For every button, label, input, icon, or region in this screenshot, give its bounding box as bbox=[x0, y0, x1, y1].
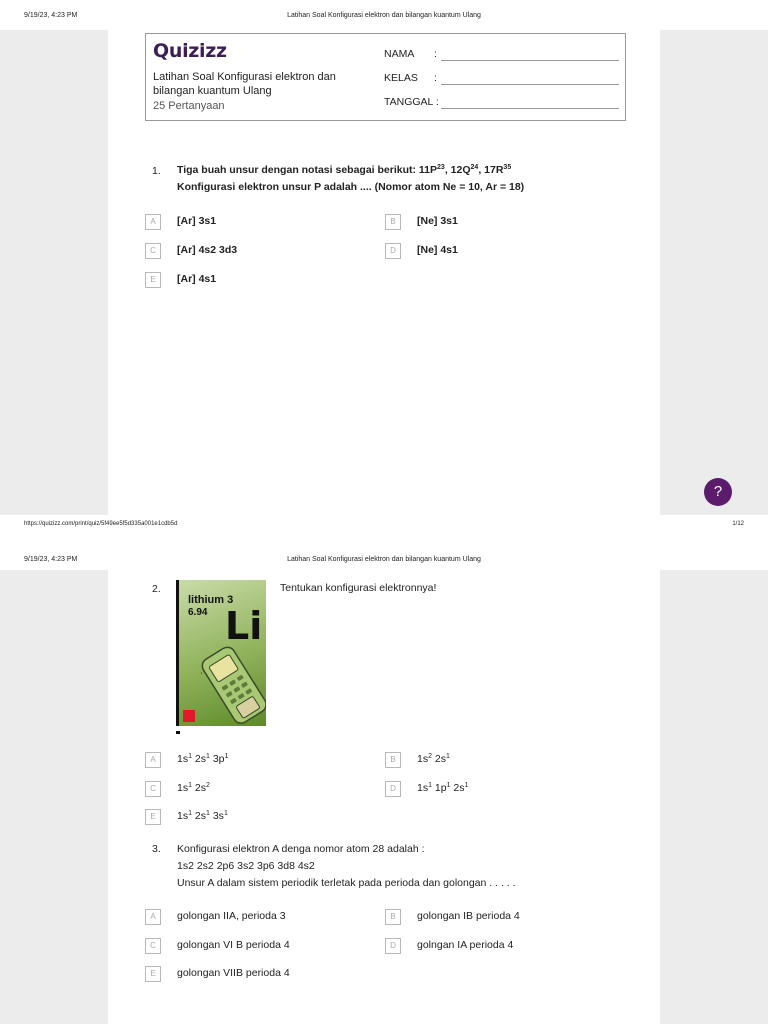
t: 2s bbox=[192, 810, 207, 822]
print-timestamp: 9/19/23, 4:23 PM bbox=[24, 12, 78, 19]
nama-label: NAMA bbox=[384, 48, 415, 60]
kelas-colon: : bbox=[434, 72, 437, 84]
question-3-line-1: Konfigurasi elektron A denga nomor atom 28 adalah : bbox=[177, 843, 425, 855]
s: 2 bbox=[206, 782, 210, 789]
option-text bbox=[417, 782, 468, 794]
option-text bbox=[177, 753, 228, 765]
print-title: Latihan Soal Konfigurasi elektron dan bilangan kuantum Ulang bbox=[287, 12, 481, 19]
nama-line bbox=[441, 60, 619, 61]
tanggal-field bbox=[384, 96, 439, 108]
s: 1 bbox=[188, 753, 192, 760]
tanggal-label: TANGGAL : bbox=[384, 96, 439, 108]
s: 1 bbox=[446, 782, 451, 789]
option-letter: E bbox=[145, 809, 161, 825]
option-letter: E bbox=[145, 966, 161, 982]
t: 2s bbox=[192, 753, 207, 765]
t: 1s bbox=[177, 782, 189, 794]
nama-colon: : bbox=[434, 48, 437, 60]
nama-field bbox=[384, 48, 437, 60]
s: 1 bbox=[428, 782, 432, 789]
t: 1s bbox=[177, 810, 189, 822]
question-1-number: 1. bbox=[152, 165, 161, 177]
s: 1 bbox=[464, 782, 469, 789]
question-3-text bbox=[177, 841, 637, 892]
s: 1 bbox=[188, 810, 192, 817]
page-number: 1/12 bbox=[732, 521, 744, 527]
image-tick bbox=[176, 731, 180, 734]
mobile-phone-icon bbox=[201, 640, 266, 726]
t: 1p bbox=[432, 782, 447, 794]
q1-sup-3: 35 bbox=[503, 164, 512, 171]
question-3-line-2: 1s2 2s2 2p6 3s2 3p6 3d8 4s2 bbox=[177, 860, 315, 872]
option-letter: D bbox=[385, 781, 401, 797]
option-letter: C bbox=[145, 781, 161, 797]
print-footer-page1 bbox=[0, 519, 768, 533]
question-3-line-3: Unsur A dalam sistem periodik terletak pada perioda dan golongan . . . . . bbox=[177, 877, 516, 889]
s: 1 bbox=[224, 753, 229, 760]
s: 1 bbox=[206, 753, 210, 760]
option-letter: E bbox=[145, 272, 161, 288]
question-2-text: Tentukan konfigurasi elektronnya! bbox=[280, 582, 437, 594]
question-1-text bbox=[177, 162, 637, 196]
print-url[interactable]: https://quizizz.com/print/quiz/5f49ee5f5d335a001e1cdb5d bbox=[24, 521, 178, 527]
t: 1s bbox=[417, 782, 429, 794]
q1-text-b: , 12Q bbox=[444, 164, 471, 176]
s: 2 bbox=[428, 753, 432, 760]
q1-text-c: , 17R bbox=[478, 164, 504, 176]
kelas-label: KELAS bbox=[384, 72, 418, 84]
s: 1 bbox=[223, 810, 228, 817]
question-2-number: 2. bbox=[152, 583, 161, 595]
element-symbol: Li bbox=[225, 604, 263, 648]
option-letter: B bbox=[385, 752, 401, 768]
question-1-line-2: Konfigurasi elektron unsur P adalah .... (Nomor atom Ne = 10, Ar = 18) bbox=[177, 181, 525, 193]
red-marker bbox=[183, 710, 195, 722]
quizizz-logo: Quizizz bbox=[153, 40, 227, 62]
kelas-field bbox=[384, 72, 437, 84]
print-timestamp: 9/19/23, 4:23 PM bbox=[24, 556, 78, 563]
option-letter: B bbox=[385, 214, 401, 230]
option-text: [Ar] 4s1 bbox=[177, 273, 217, 285]
print-header-page1 bbox=[0, 10, 768, 24]
element-name: lithium 3 bbox=[188, 594, 234, 606]
option-letter: D bbox=[385, 938, 401, 954]
print-header-page2 bbox=[0, 554, 768, 568]
option-text bbox=[417, 753, 450, 765]
kelas-line bbox=[441, 84, 619, 85]
option-text bbox=[177, 782, 210, 794]
option-text: [Ne] 4s1 bbox=[417, 244, 458, 256]
element-mass: 6.94 bbox=[188, 607, 208, 618]
t: 2s bbox=[450, 782, 465, 794]
option-text: [Ne] 3s1 bbox=[417, 215, 458, 227]
option-letter: C bbox=[145, 243, 161, 259]
t: 1s bbox=[177, 753, 189, 765]
option-letter: A bbox=[145, 909, 161, 925]
q1-text-a: Tiga buah unsur dengan notasi sebagai berikut: 11P bbox=[177, 164, 438, 176]
option-text: golongan VIIB perioda 4 bbox=[177, 967, 290, 979]
option-text: golngan IA perioda 4 bbox=[417, 939, 514, 951]
t: 2s bbox=[192, 782, 207, 794]
quiz-title: Latihan Soal Konfigurasi elektron dan bilangan kuantum Ulang bbox=[153, 71, 336, 97]
question-1-line-1 bbox=[177, 162, 637, 179]
option-text: [Ar] 3s1 bbox=[177, 215, 217, 227]
option-letter: A bbox=[145, 214, 161, 230]
t: 3p bbox=[209, 753, 225, 765]
q1-sup-2: 24 bbox=[470, 164, 479, 171]
help-button[interactable]: ? bbox=[704, 478, 732, 506]
t: 2s bbox=[432, 753, 447, 765]
s: 1 bbox=[206, 810, 210, 817]
option-text: golongan IIA, perioda 3 bbox=[177, 910, 286, 922]
option-text: [Ar] 4s2 3d3 bbox=[177, 244, 238, 256]
print-title: Latihan Soal Konfigurasi elektron dan bilangan kuantum Ulang bbox=[287, 556, 481, 563]
s: 1 bbox=[446, 753, 450, 760]
q1-sup-1: 23 bbox=[437, 164, 445, 171]
option-text: golongan VI B perioda 4 bbox=[177, 939, 290, 951]
tanggal-line bbox=[441, 108, 619, 109]
option-text: golongan IB perioda 4 bbox=[417, 910, 520, 922]
option-letter: D bbox=[385, 243, 401, 259]
s: 1 bbox=[188, 782, 192, 789]
option-text bbox=[177, 810, 228, 822]
quiz-sheet-page2 bbox=[108, 570, 660, 1024]
quiz-sheet-page1 bbox=[108, 30, 723, 517]
quiz-info-box bbox=[145, 33, 626, 121]
option-letter: A bbox=[145, 752, 161, 768]
option-letter: B bbox=[385, 909, 401, 925]
lithium-element-image bbox=[176, 580, 266, 726]
question-3-number: 3. bbox=[152, 843, 161, 855]
t: 3s bbox=[209, 810, 224, 822]
option-letter: C bbox=[145, 938, 161, 954]
t: 1s bbox=[417, 753, 429, 765]
question-count: 25 Pertanyaan bbox=[153, 100, 225, 112]
